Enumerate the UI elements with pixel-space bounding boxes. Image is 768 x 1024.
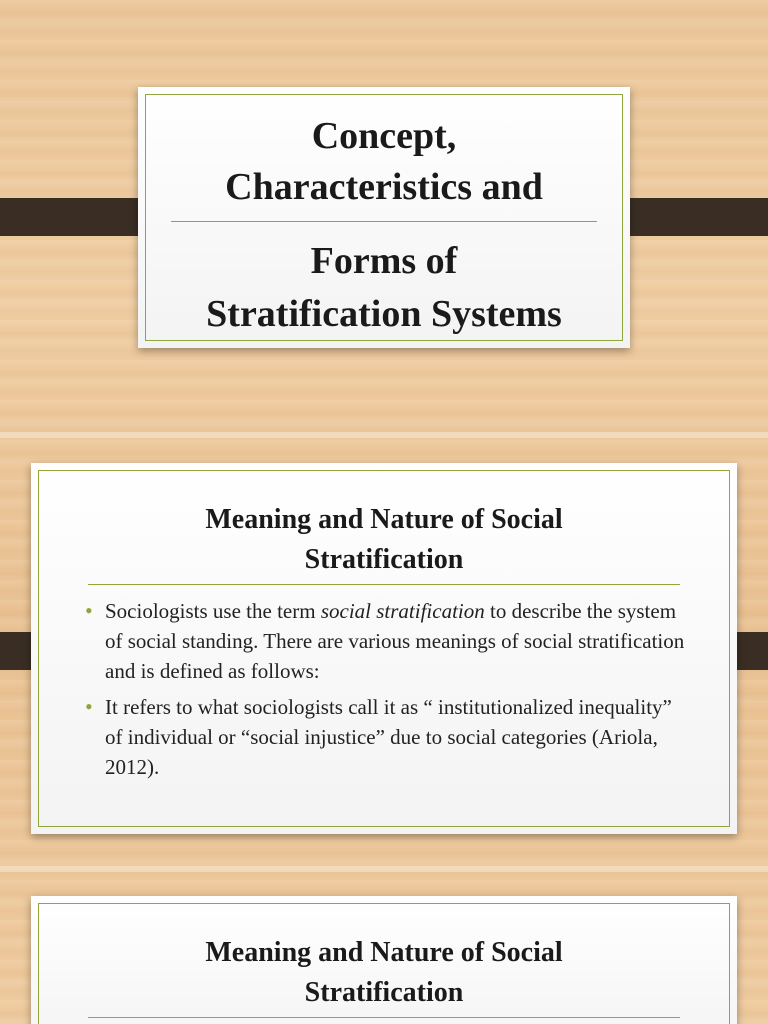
slide1-divider bbox=[171, 221, 597, 222]
bullet2-text: It refers to what sociologists call it as “ institutionalized inequality” of individual or “social injustice” due to social categories (Ariola, 2012). bbox=[105, 695, 672, 779]
slide3-heading-line2: Stratification bbox=[304, 977, 464, 1008]
slide3-heading-line1: Meaning and Nature of Social bbox=[205, 937, 563, 968]
slide1-title-line1: Concept, bbox=[311, 115, 457, 157]
slide2-bullet-2 bbox=[85, 692, 685, 782]
slide-separator-2 bbox=[0, 866, 768, 872]
slide1-right-tab bbox=[613, 198, 768, 236]
slide1-subtitle-line1: Forms of bbox=[310, 240, 458, 282]
slide1-subtitle-line2: Stratification Systems bbox=[206, 293, 562, 335]
slide2-heading-line1: Meaning and Nature of Social bbox=[205, 504, 563, 535]
slide3-content-card bbox=[31, 896, 737, 1024]
bullet-icon: • bbox=[85, 598, 93, 623]
bullet1-text-before: Sociologists use the term bbox=[105, 599, 321, 623]
slide-separator-1 bbox=[0, 432, 768, 438]
slide3-divider bbox=[88, 1017, 680, 1018]
slide2-bullet-1 bbox=[85, 596, 685, 686]
bullet1-text-italic: social stratification bbox=[320, 599, 485, 623]
slide1-title-card bbox=[138, 87, 630, 348]
slide1-title-line2: Characteristics and bbox=[225, 166, 543, 208]
slide2-heading-line2: Stratification bbox=[304, 544, 464, 575]
slide2-divider bbox=[88, 584, 680, 585]
slide1-left-tab bbox=[0, 198, 155, 236]
slide2-bullet-list bbox=[85, 596, 685, 788]
bullet1-text-after: to describe the system of social standing. There are various meanings of social stratification and is defined as follows: bbox=[105, 599, 685, 683]
bullet-icon: • bbox=[85, 694, 93, 719]
slide2-content-card bbox=[31, 463, 737, 834]
